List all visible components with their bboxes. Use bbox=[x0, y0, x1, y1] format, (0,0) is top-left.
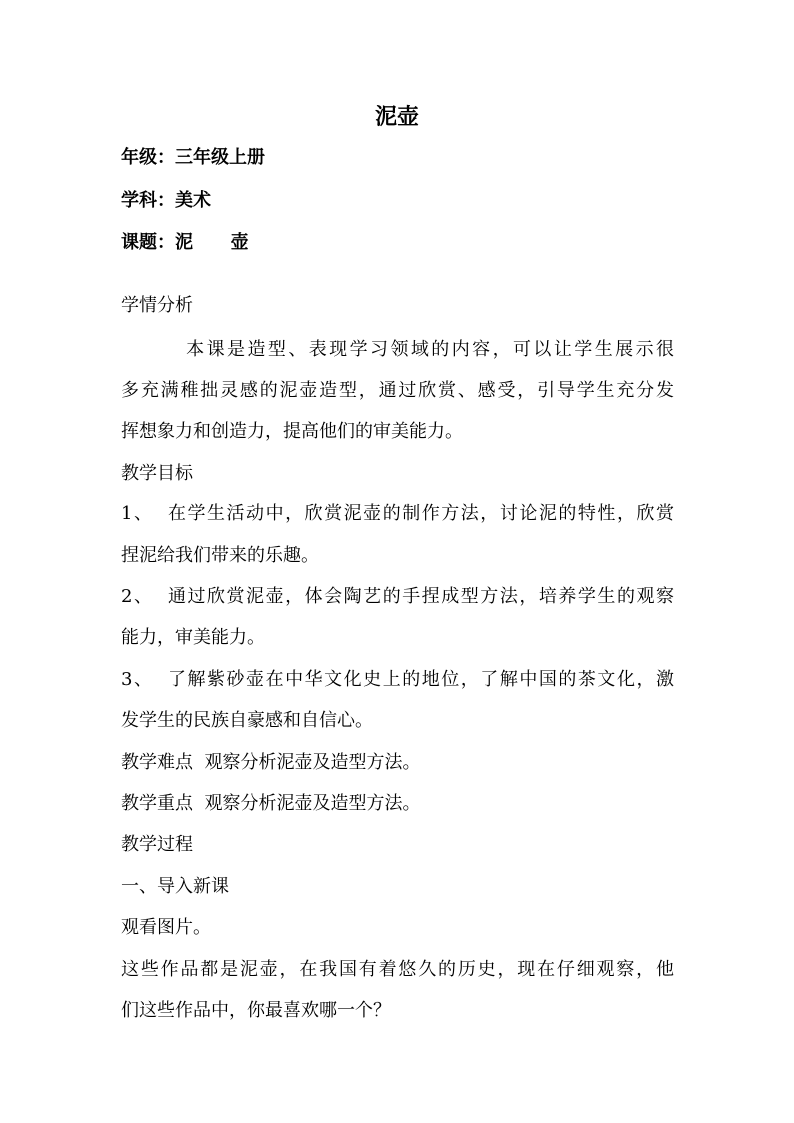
goals-heading: 教学目标 bbox=[121, 463, 193, 484]
teaching-key-point: 教学重点 观察分析泥壶及造型方法。 bbox=[121, 793, 421, 814]
process-heading: 教学过程 bbox=[121, 834, 193, 855]
step-1-text-line-2: 们这些作品中，你最喜欢哪一个？ bbox=[121, 1000, 391, 1021]
analysis-line: 挥想象力和创造力，提高他们的审美能力。 bbox=[121, 421, 463, 442]
goal-item-3-line-1: 3、 了解紫砂壶在中华文化史上的地位，了解中国的茶文化，激 bbox=[121, 669, 674, 690]
step-1-line: 观看图片。 bbox=[121, 917, 211, 938]
analysis-heading: 学情分析 bbox=[121, 295, 193, 316]
analysis-line: 多充满稚拙灵感的泥壶造型，通过欣赏、感受，引导学生充分发 bbox=[121, 380, 674, 401]
step-1-heading: 一、导入新课 bbox=[121, 876, 229, 897]
goal-item-1-line-1: 1、 在学生活动中，欣赏泥壶的制作方法，讨论泥的特性，欣赏 bbox=[121, 503, 674, 524]
goal-item-1-line-2: 捏泥给我们带来的乐趣。 bbox=[121, 545, 319, 566]
subject-line: 学科：美术 bbox=[121, 190, 211, 211]
goal-item-2-line-1: 2、 通过欣赏泥壶，体会陶艺的手捏成型方法，培养学生的观察 bbox=[121, 586, 674, 607]
step-1-text-line-1: 这些作品都是泥壶，在我国有着悠久的历史，现在仔细观察，他 bbox=[121, 959, 674, 980]
goal-item-3-line-2: 发学生的民族自豪感和自信心。 bbox=[121, 710, 373, 731]
teaching-difficulty: 教学难点 观察分析泥壶及造型方法。 bbox=[121, 752, 421, 773]
topic-line: 课题：泥 壶 bbox=[121, 232, 249, 253]
grade-line: 年级：三年级上册 bbox=[121, 147, 265, 168]
goal-item-2-line-2: 能力，审美能力。 bbox=[121, 627, 265, 648]
document-title: 泥壶 bbox=[374, 104, 419, 130]
analysis-line: 本课是造型、表现学习领域的内容，可以让学生展示很 bbox=[121, 339, 674, 360]
